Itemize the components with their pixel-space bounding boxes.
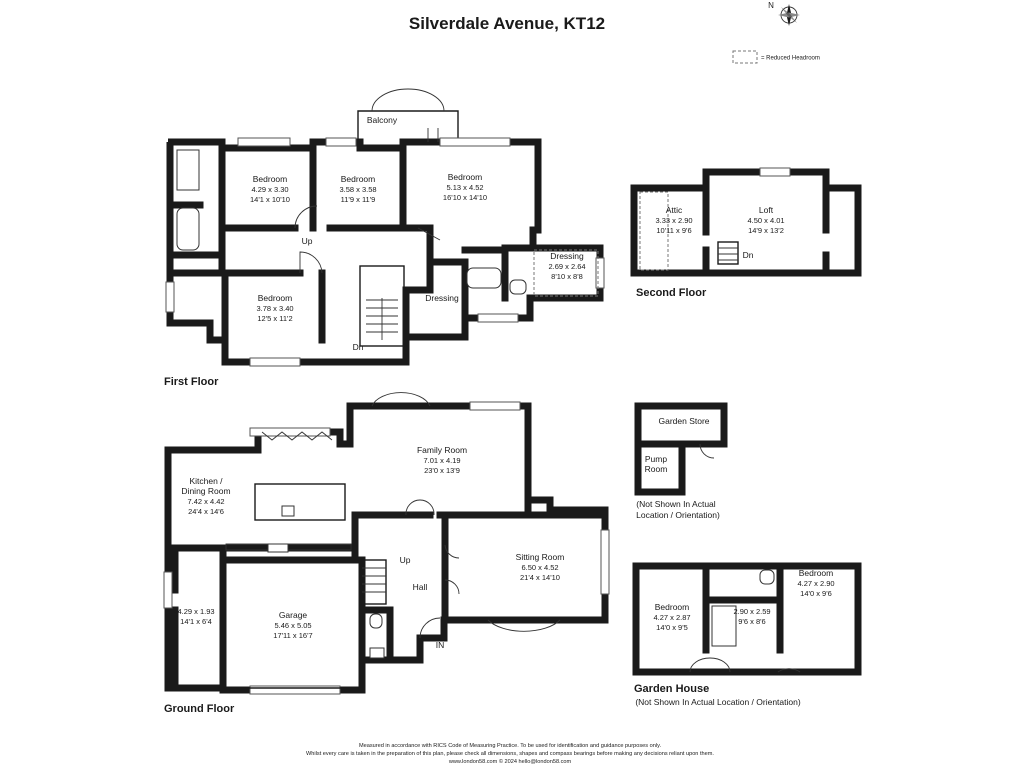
- attic-imperial: 10'11 x 9'6: [656, 226, 692, 235]
- second-floor-stairs: [718, 242, 738, 264]
- footer: [306, 743, 714, 765]
- sitting-room-metric: 6.50 x 4.52: [521, 563, 559, 572]
- dressing-imperial: 8'10 x 8'8: [551, 272, 583, 281]
- living-metric: 2.90 x 2.59: [733, 607, 771, 616]
- kitchen-metric: 7.42 x 4.42: [187, 497, 225, 506]
- bedroom-imperial: 14'0 x 9'6: [800, 589, 832, 598]
- entrance-label: IN: [435, 640, 445, 650]
- kitchen-label-line2: Dining Room: [181, 486, 231, 496]
- bedroom-metric: 3.78 x 3.40: [256, 304, 294, 313]
- second-floor-label: Second Floor: [636, 287, 707, 299]
- bedroom-imperial: 16'10 x 14'10: [442, 193, 488, 202]
- stairs-up-label: Up: [399, 555, 411, 565]
- first-floor-outer-wall: [168, 142, 600, 362]
- second-floor-plan: [634, 168, 858, 299]
- attic-label: Attic: [665, 205, 683, 215]
- plan-title: Silverdale Avenue, KT12: [408, 14, 606, 33]
- loft-label: Loft: [758, 205, 774, 215]
- hall-label: Hall: [412, 582, 428, 592]
- stairs-down-label: Dn: [742, 250, 754, 260]
- garden-house-note: (Not Shown In Actual Location / Orientation): [635, 697, 801, 707]
- ground-floor-stairs: [362, 560, 386, 604]
- loft-imperial: 14'9 x 13'2: [748, 226, 784, 235]
- garden-house-plan: [634, 566, 858, 707]
- bedroom-metric: 4.27 x 2.90: [797, 579, 835, 588]
- garage-label: Garage: [278, 610, 308, 620]
- balcony-bay: [372, 89, 444, 111]
- garden-store-note-line2: Location / Orientation): [636, 510, 720, 520]
- toilet-icon: [760, 570, 774, 584]
- first-floor-label: First Floor: [164, 376, 219, 388]
- toilet-icon: [370, 614, 382, 628]
- garage-imperial: 17'11 x 16'7: [273, 631, 313, 640]
- pump-room-label-line2: Room: [644, 464, 668, 474]
- bedroom-metric: 4.27 x 2.87: [653, 613, 691, 622]
- legend: [733, 51, 820, 63]
- compass-north-label: N: [768, 1, 774, 10]
- bedroom-imperial: 14'1 x 10'10: [250, 195, 290, 204]
- dressing-metric: 2.69 x 2.64: [548, 262, 586, 271]
- dressing-label: Dressing: [550, 251, 584, 261]
- ground-floor-label: Ground Floor: [164, 703, 235, 715]
- family-room-imperial: 23'0 x 13'9: [424, 466, 460, 475]
- bath-icon: [467, 268, 501, 288]
- bedroom-metric: 4.29 x 3.30: [251, 185, 289, 194]
- kitchen-label: Kitchen /: [189, 476, 223, 486]
- first-floor-left-wing-wall: [170, 273, 225, 340]
- dressing-label: Dressing: [425, 293, 459, 303]
- legend-text: = Reduced Headroom: [761, 55, 820, 62]
- balcony-label: Balcony: [366, 115, 398, 125]
- bedroom-metric: 3.58 x 3.58: [339, 185, 377, 194]
- sink-icon: [282, 506, 294, 516]
- sitting-room-imperial: 21'4 x 14'10: [520, 573, 560, 582]
- family-room-metric: 7.01 x 4.19: [423, 456, 461, 465]
- bedroom-label: Bedroom: [654, 602, 690, 612]
- kitchenette-icon: [712, 606, 736, 646]
- reduced-headroom-swatch: [733, 51, 757, 63]
- garden-store-note: (Not Shown In Actual: [636, 499, 716, 509]
- living-imperial: 9'6 x 8'6: [738, 617, 766, 626]
- loft-metric: 4.50 x 4.01: [747, 216, 785, 225]
- sitting-room-label: Sitting Room: [515, 552, 565, 562]
- toilet-icon: [510, 280, 526, 294]
- bath-icon: [177, 208, 199, 250]
- garage-metric: 5.46 x 5.05: [274, 621, 312, 630]
- kitchen-imperial: 24'4 x 14'6: [188, 507, 224, 516]
- footer-line2: Whilst every care is taken in the preparation of this plan, please check all dimensions, shapes and compass bearings before making any decisions reliant upon them.: [306, 751, 714, 757]
- bedroom-label: Bedroom: [340, 174, 376, 184]
- garden-store-plan: [636, 406, 724, 520]
- shower-icon: [177, 150, 199, 190]
- footer-line3: www.london58.com © 2024 hello@london58.com: [448, 759, 572, 765]
- family-room-label: Family Room: [416, 445, 468, 455]
- bedroom-label: Bedroom: [798, 568, 834, 578]
- garden-house-label: Garden House: [634, 683, 710, 695]
- bedroom-imperial: 11'9 x 11'9: [340, 195, 376, 204]
- basin-icon: [370, 648, 384, 658]
- ground-floor-plan: [164, 393, 609, 715]
- footer-line1: Measured in accordance with RICS Code of Measuring Practice. To be used for identification and guidance purposes only.: [358, 743, 662, 749]
- bedroom-imperial: 14'0 x 9'5: [656, 623, 688, 632]
- bedroom-metric: 5.13 x 4.52: [446, 183, 484, 192]
- compass-icon: [768, 1, 800, 26]
- utility-metric: 4.29 x 1.93: [177, 607, 215, 616]
- bedroom-label: Bedroom: [447, 172, 483, 182]
- attic-metric: 3.33 x 2.90: [655, 216, 693, 225]
- pump-room-label: Pump: [644, 454, 668, 464]
- kitchen-island: [255, 484, 345, 520]
- first-floor-plan: [164, 89, 604, 388]
- bedroom-imperial: 12'5 x 11'2: [257, 314, 293, 323]
- utility-imperial: 14'1 x 6'4: [180, 617, 212, 626]
- stairs-up-label: Up: [301, 236, 313, 246]
- bedroom-label: Bedroom: [252, 174, 288, 184]
- bedroom-label: Bedroom: [257, 293, 293, 303]
- garden-store-label: Garden Store: [658, 416, 710, 426]
- stairs-down-label: Dn: [352, 342, 364, 352]
- hob-icon: [268, 544, 288, 552]
